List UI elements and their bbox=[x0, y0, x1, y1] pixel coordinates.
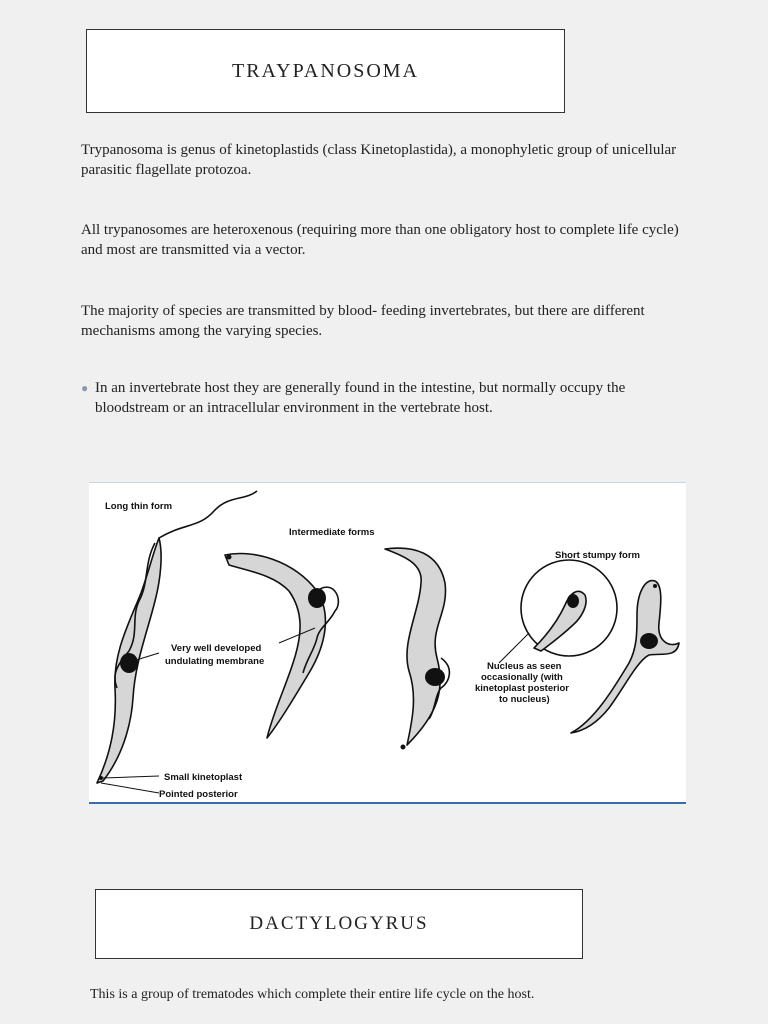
paragraph-definition: Trypanosoma is genus of kinetoplastids (class Kinetoplastida), a monophyletic group of unicellular parasitic flagellate protozoa. bbox=[81, 142, 677, 178]
bullet-list-item bbox=[81, 378, 701, 418]
label-nucleus-line2: occasionally (with bbox=[481, 672, 563, 683]
label-short-stumpy-form: Short stumpy form bbox=[555, 550, 640, 561]
trypanosome-illustration bbox=[89, 483, 686, 803]
label-membrane-line2: undulating membrane bbox=[165, 656, 265, 667]
trypanosome-forms-figure bbox=[89, 482, 686, 804]
label-intermediate-forms: Intermediate forms bbox=[289, 527, 375, 538]
paragraph-heteroxenous: All trypanosomes are heteroxenous (requiring more than one obligatory host to complete life cycle) and most are transmitted via a vector. bbox=[81, 222, 679, 258]
label-pointed-posterior: Pointed posterior bbox=[159, 789, 238, 800]
paragraph-dactylogyrus: This is a group of trematodes which complete their entire life cycle on the host. bbox=[90, 987, 535, 1002]
intermediate-form-cell-2 bbox=[385, 548, 446, 745]
paragraph-transmission: The majority of species are transmitted by blood- feeding invertebrates, but there are different mechanisms among the varying species. bbox=[81, 303, 645, 339]
label-small-kinetoplast: Small kinetoplast bbox=[164, 772, 243, 783]
bullet-icon: ● bbox=[81, 381, 89, 395]
label-nucleus-line4: to nucleus) bbox=[499, 694, 550, 705]
label-long-thin-form: Long thin form bbox=[105, 501, 173, 512]
section-title-dactylogyrus: DACTYLOGYRUS bbox=[95, 889, 583, 959]
label-nucleus-line3: kinetoplast posterior bbox=[475, 683, 569, 694]
bullet-text: In an invertebrate host they are generally found in the intestine, but normally occupy the bloodstream or an intracellular environment in the vertebrate host. bbox=[95, 380, 626, 416]
section-title-trypanosoma: TRAYPANOSOMA bbox=[86, 29, 565, 113]
label-nucleus-line1: Nucleus as seen bbox=[487, 661, 562, 672]
label-membrane-line1: Very well developed bbox=[171, 643, 262, 654]
